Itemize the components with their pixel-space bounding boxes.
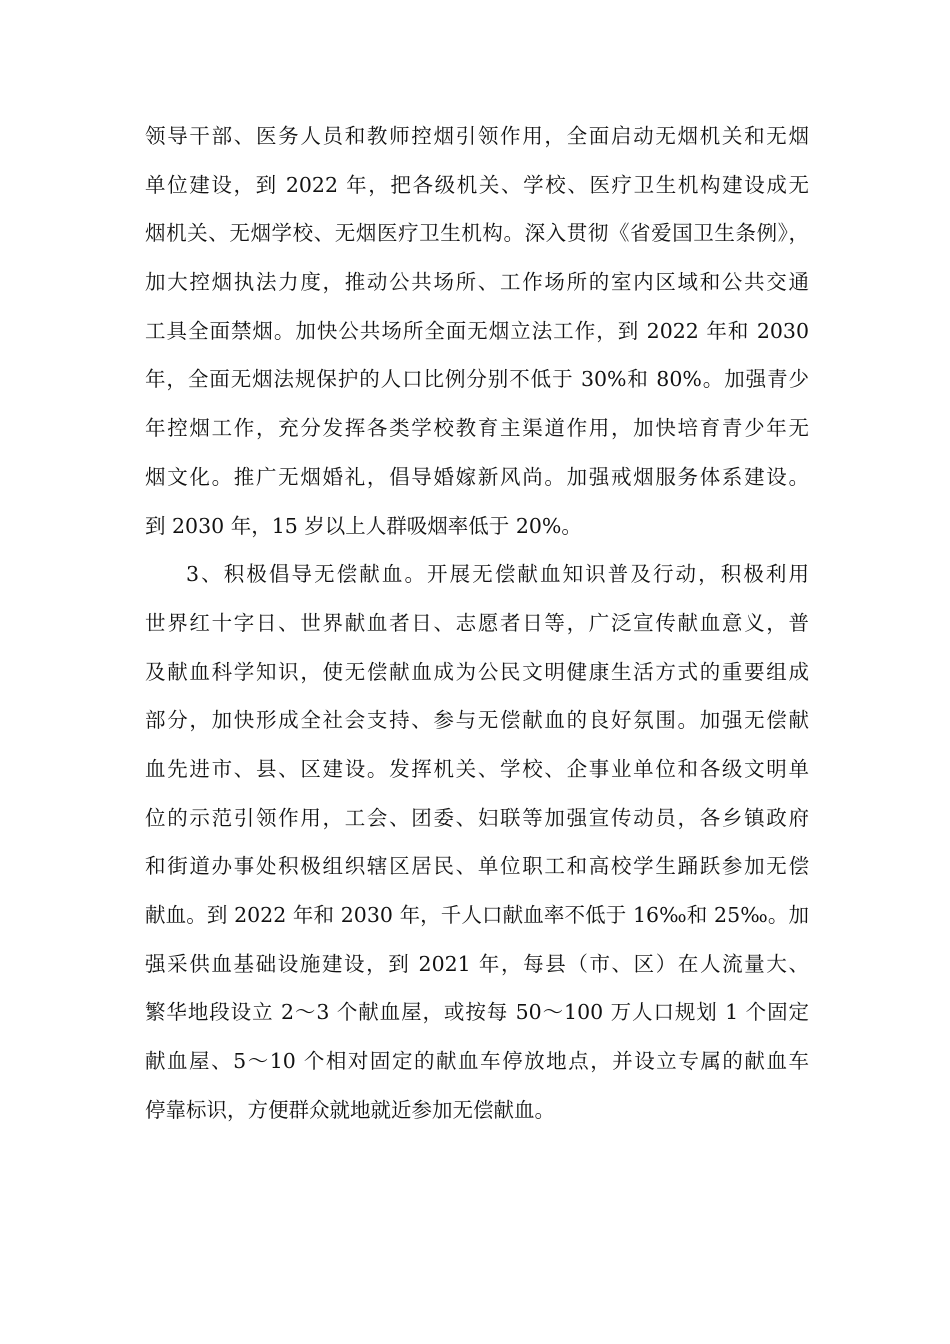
text-line: 加大控烟执法力度，推动公共场所、工作场所的室内区域和公共交通 [145,270,809,295]
text-line: 年，全面无烟法规保护的人口比例分别不低于 30%和 80%。加强青少 [145,367,809,392]
text-line: 烟机关、无烟学校、无烟医疗卫生机构。深入贯彻《省爱国卫生条例》， [145,221,809,246]
text-line: 强采供血基础设施建设，到 2021 年，每县（市、区）在人流量大、 [145,951,809,976]
text-line: 血先进市、县、区建设。发挥机关、学校、企事业单位和各级文明单 [145,756,809,781]
text-line: 年控烟工作，充分发挥各类学校教育主渠道作用，加快培育青少年无 [145,416,809,441]
text-line: 部分，加快形成全社会支持、参与无偿献血的良好氛围。加强无偿献 [145,708,809,733]
text-line: 繁华地段设立 2～3 个献血屋，或按每 50～100 万人口规划 1 个固定 [145,1000,809,1025]
text-line: 领导干部、医务人员和教师控烟引领作用，全面启动无烟机关和无烟 [145,124,809,148]
text-line: 烟文化。推广无烟婚礼，倡导婚嫁新风尚。加强戒烟服务体系建设。 [145,464,809,489]
text-line: 位的示范引领作用，工会、团委、妇联等加强宣传动员，各乡镇政府 [145,805,809,830]
text-line: 工具全面禁烟。加快公共场所全面无烟立法工作，到 2022 年和 2030 [145,318,809,343]
body-text [145,112,809,1134]
text-line: 世界红十字日、世界献血者日、志愿者日等，广泛宣传献血意义，普 [145,610,809,635]
text-line: 和街道办事处积极组织辖区居民、单位职工和高校学生踊跃参加无偿 [145,854,809,879]
text-line: 单位建设，到 2022 年，把各级机关、学校、医疗卫生机构建设成无 [145,172,809,197]
text-line: 献血屋、5～10 个相对固定的献血车停放地点，并设立专属的献血车 [145,1049,809,1074]
paragraph-end-line: 到 2030 年，15 岁以上人群吸烟率低于 20%。 [145,513,582,538]
text-line: 及献血科学知识，使无偿献血成为公民文明健康生活方式的重要组成 [145,659,809,684]
paragraph-end-line: 停靠标识，方便群众就地就近参加无偿献血。 [145,1097,555,1122]
text-line: 献血。到 2022 年和 2030 年，千人口献血率不低于 16‰和 25‰。加 [145,903,809,927]
paragraph-start-line: 3、积极倡导无偿献血。开展无偿献血知识普及行动，积极利用 [186,562,809,587]
